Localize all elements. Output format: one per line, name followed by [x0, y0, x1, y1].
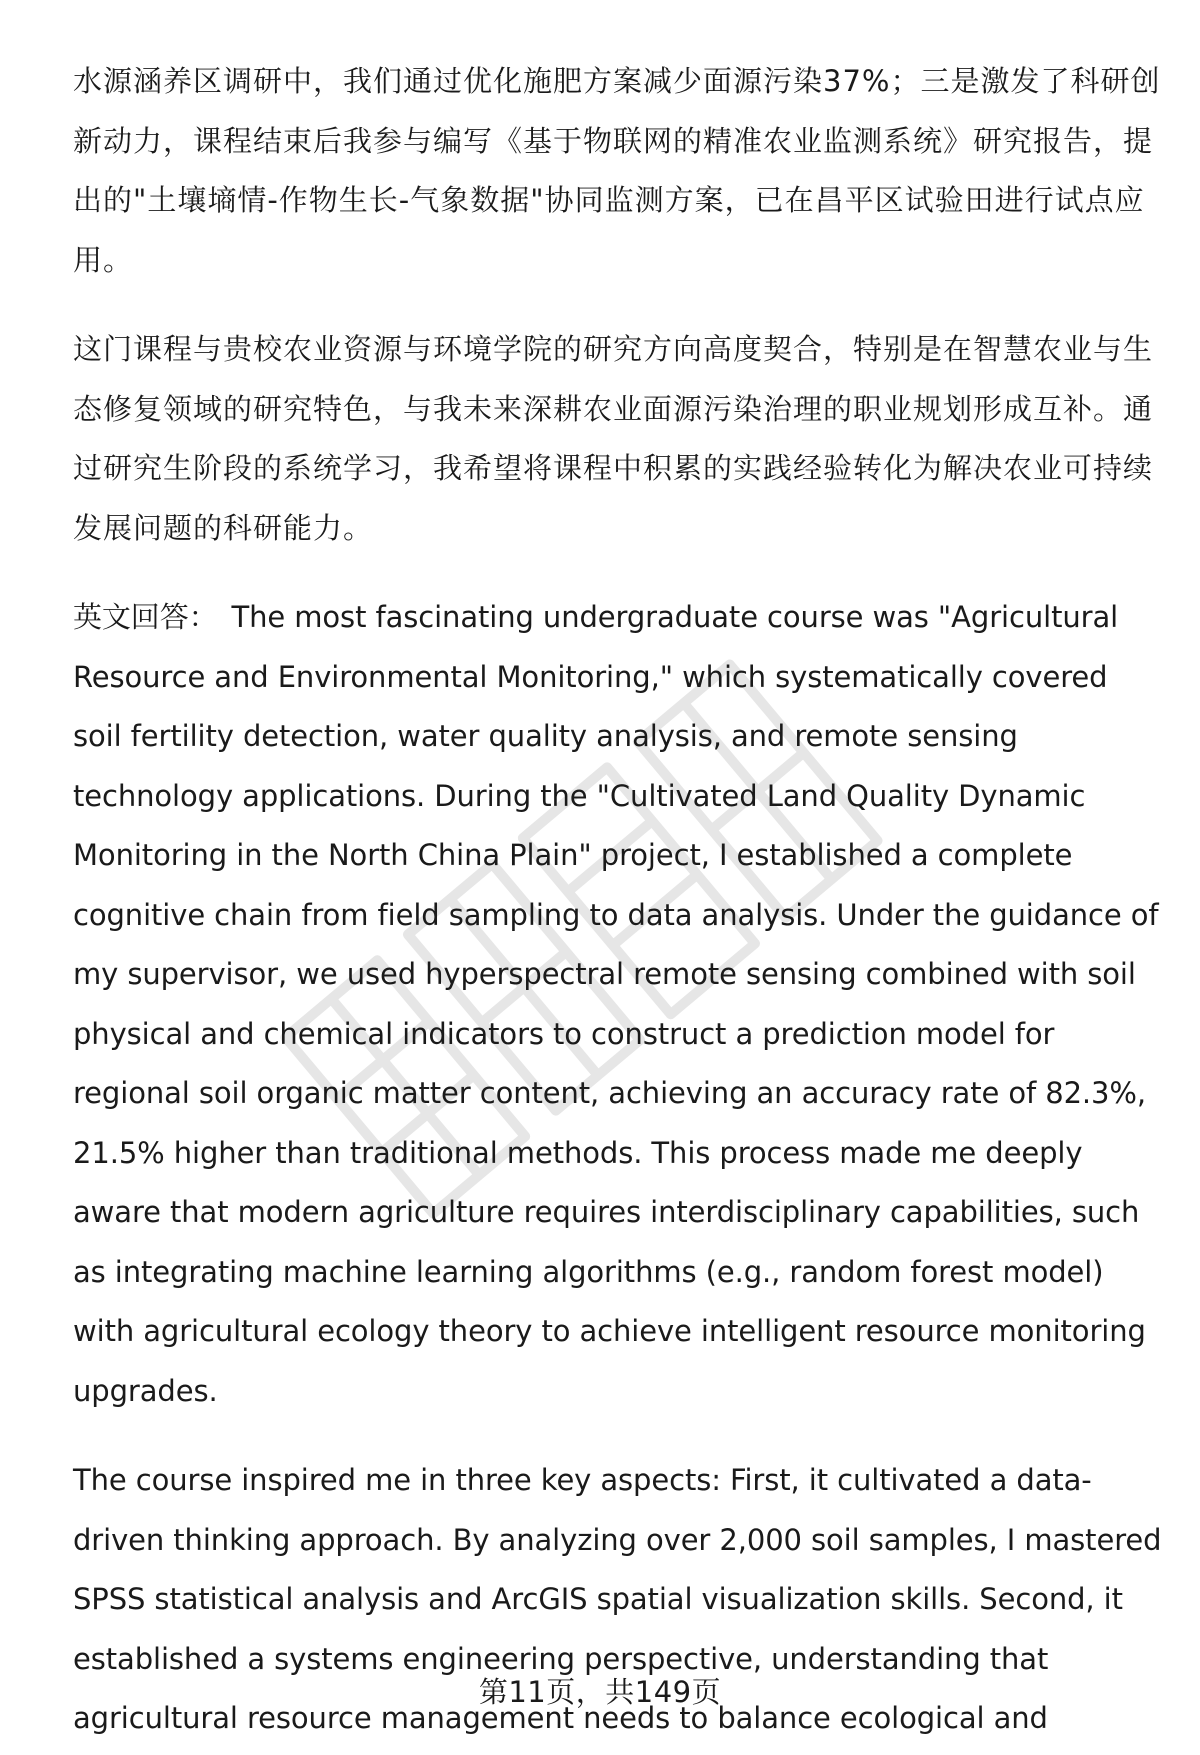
paragraph-chinese-2: 这门课程与贵校农业资源与环境学院的研究方向高度契合，特别是在智慧农业与生态修复领域的研究特色，与我未来深耕农业面源污染治理的职业规划形成互补。通过研究生阶段的系统学习，我希望将课程中积累的实践经验转化为解决农业可持续发展问题的科研能力。	[73, 332, 1154, 545]
english-answer-label: 英文回答：	[73, 600, 218, 634]
page-number: 第11页，共149页	[478, 1675, 722, 1709]
paragraph-english-2: The course inspired me in three key aspects: First, it cultivated a data-driven thinking approach. By analyzing over 2,000 soil samples, I mastered SPSS statistical analysis and ArcGIS spatial visualization skills. Second, it established a systems engineering perspective, understanding that agricultural resource management needs to balance ecological and	[73, 1463, 1162, 1735]
document-body	[73, 52, 1163, 1749]
paragraph-english-answer	[73, 588, 1163, 1421]
english-answer-text: The most fascinating undergraduate course was "Agricultural Resource and Environmental Monitoring," which systematically covered soil fertility detection, water quality analysis, and remote sensing technology applications. During the "Cultivated Land Quality Dynamic Monitoring in the North China Plain" project, I established a complete cognitive chain from field sampling to data analysis. Under the guidance of my supervisor, we used hyperspectral remote sensing combined with soil physical and chemical indicators to construct a prediction model for regional soil organic matter content, achieving an accuracy rate of 82.3%, 21.5% higher than traditional methods. This process made me deeply aware that modern agriculture requires interdisciplinary capabilities, such as integrating machine learning algorithms (e.g., random forest model) with agricultural ecology theory to achieve intelligent resource monitoring upgrades.	[73, 600, 1159, 1408]
paragraph-chinese-1: 水源涵养区调研中，我们通过优化施肥方案减少面源污染37%；三是激发了科研创新动力，课程结束后我参与编写《基于物联网的精准农业监测系统》研究报告，提出的"土壤墒情-作物生长-气象数据"协同监测方案，已在昌平区试验田进行试点应用。	[73, 64, 1161, 277]
